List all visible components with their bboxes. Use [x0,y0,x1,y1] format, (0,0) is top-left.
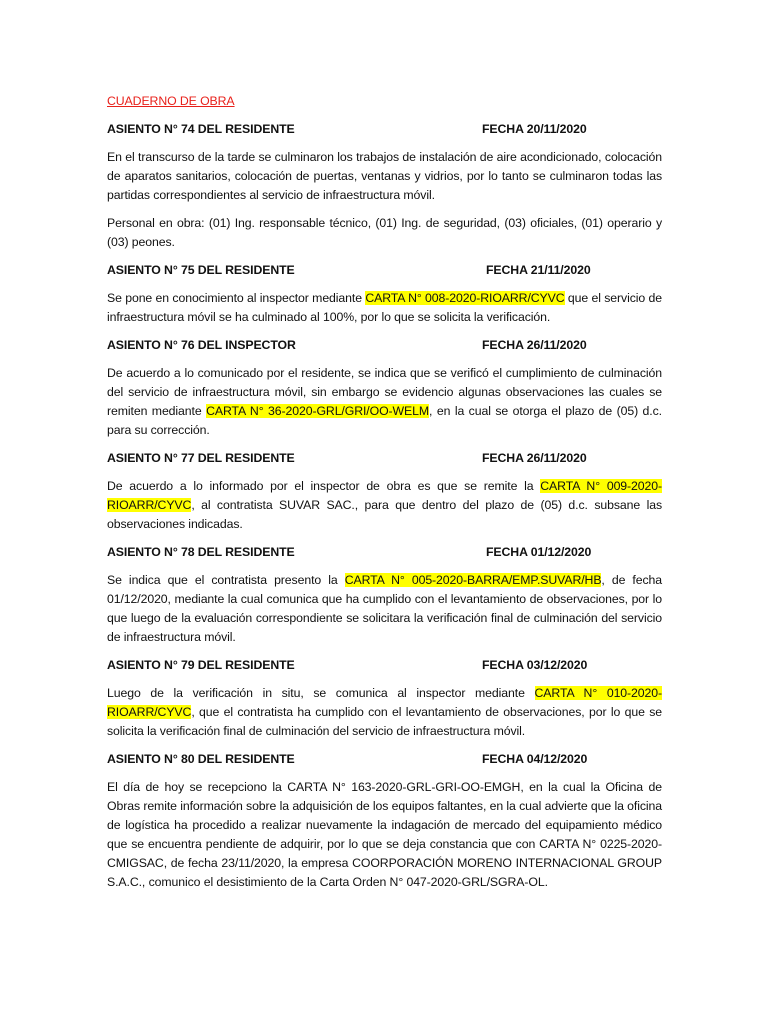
asiento-entry [107,656,662,741]
entry-date: FECHA 01/12/2020 [486,545,592,559]
entry-title: ASIENTO N° 76 DEL INSPECTOR [107,338,296,352]
paragraph-text: , en la cual se otorga el plazo de (05) d.c. para su corrección. [107,404,662,437]
entry-title: ASIENTO N° 77 DEL RESIDENTE [107,451,295,465]
entry-title: ASIENTO N° 74 DEL RESIDENTE [107,122,295,136]
entry-date: FECHA 04/12/2020 [482,752,588,766]
entry-title: ASIENTO N° 79 DEL RESIDENTE [107,658,295,672]
paragraph-text: Luego de la verificación in situ, se comunica al inspector mediante [107,686,535,700]
paragraph-text: Personal en obra: (01) Ing. responsable técnico, (01) Ing. de seguridad, (03) oficiales, (01) operario y (03) peones. [107,216,662,249]
paragraph-text: que el servicio de infraestructura móvil se ha culminado al 100%, por lo que se solicita la verificación. [107,291,662,324]
entry-title: ASIENTO N° 80 DEL RESIDENTE [107,752,295,766]
paragraph-text: De acuerdo a lo comunicado por el residente, se indica que se verificó el cumplimiento de culminación del servicio de infraestructura móvil, sin embargo se evidencio algunas observaciones las cuales se remiten mediante [107,366,662,418]
paragraph-text: En el transcurso de la tarde se culminaron los trabajos de instalación de aire acondicionado, colocación de aparatos sanitarios, colocación de puertas, ventanas y vidrios, por lo tanto se culminaron todas las partidas correspondientes al servicio de infraestructura móvil. [107,150,662,202]
entry-heading [107,449,662,468]
highlighted-reference: CARTA N° 005-2020-BARRA/EMP.SUVAR/HB [344,573,602,587]
entry-paragraph [107,289,662,327]
entry-heading [107,656,662,675]
entry-date: FECHA 20/11/2020 [482,122,587,136]
highlighted-reference: CARTA N° 008-2020-RIOARR/CYVC [365,291,565,305]
entry-date: FECHA 03/12/2020 [482,658,588,672]
entry-paragraph [107,778,662,892]
entry-paragraph [107,214,662,252]
entry-heading [107,750,662,769]
document-title: CUADERNO DE OBRA [107,94,235,108]
paragraph-text: Se indica que el contratista presento la [107,573,345,587]
paragraph-text: De acuerdo a lo informado por el inspector de obra es que se remite la [107,479,541,493]
entry-heading [107,543,662,562]
highlighted-reference: CARTA N° 009-2020-RIOARR/CYVC [107,479,662,512]
asiento-entry [107,543,662,647]
paragraph-text: El día de hoy se recepciono la CARTA N° 163-2020-GRL-GRI-OO-EMGH, en la cual la Oficina de Obras remite información sobre la adquisición de los equipos faltantes, en la cual advierte que la oficina de logística ha procedido a realizar nuevamente la indagación de mercado del equipamiento médico que se encuentra pendiente de adquirir, por lo que se deja constancia que con CARTA N° 0225-2020-CMIGSAC, de fecha 23/11/2020, la empresa COORPORACIÓN MORENO INTERNACIONAL GROUP S.A.C., comunico el desistimiento de la Carta Orden N° 047-2020-GRL/SGRA-OL. [107,780,662,889]
entry-paragraph [107,571,662,647]
asiento-entry [107,120,662,252]
entry-paragraph [107,477,662,534]
entry-paragraph [107,684,662,741]
entry-date: FECHA 26/11/2020 [482,338,587,352]
entry-date: FECHA 26/11/2020 [482,451,587,465]
entry-title: ASIENTO N° 75 DEL RESIDENTE [107,263,295,277]
entry-date: FECHA 21/11/2020 [486,263,591,277]
paragraph-text: , de fecha 01/12/2020, mediante la cual comunica que ha cumplido con el levantamiento de observaciones, por lo que luego de la evaluación correspondiente se solicitara la verificación final de culminación del servicio de infraestructura móvil. [107,573,662,644]
entry-title: ASIENTO N° 78 DEL RESIDENTE [107,545,295,559]
paragraph-text: , al contratista SUVAR SAC., para que dentro del plazo de (05) d.c. subsane las observaciones indicadas. [107,498,662,531]
highlighted-reference: CARTA N° 010-2020-RIOARR/CYVC [107,686,662,719]
highlighted-reference: CARTA N° 36-2020-GRL/GRI/OO-WELM [206,404,430,418]
entry-paragraph [107,148,662,205]
paragraph-text: Se pone en conocimiento al inspector mediante [107,291,366,305]
asiento-entry [107,449,662,534]
asiento-entry [107,336,662,440]
asiento-entry [107,261,662,327]
asiento-entry [107,750,662,892]
entry-heading [107,336,662,355]
entry-paragraph [107,364,662,440]
entry-heading [107,261,662,280]
document-body [107,92,662,901]
entry-heading [107,120,662,139]
paragraph-text: , que el contratista ha cumplido con el levantamiento de observaciones, por lo que se solicita la verificación final de culminación del servicio de infraestructura móvil. [107,705,662,738]
